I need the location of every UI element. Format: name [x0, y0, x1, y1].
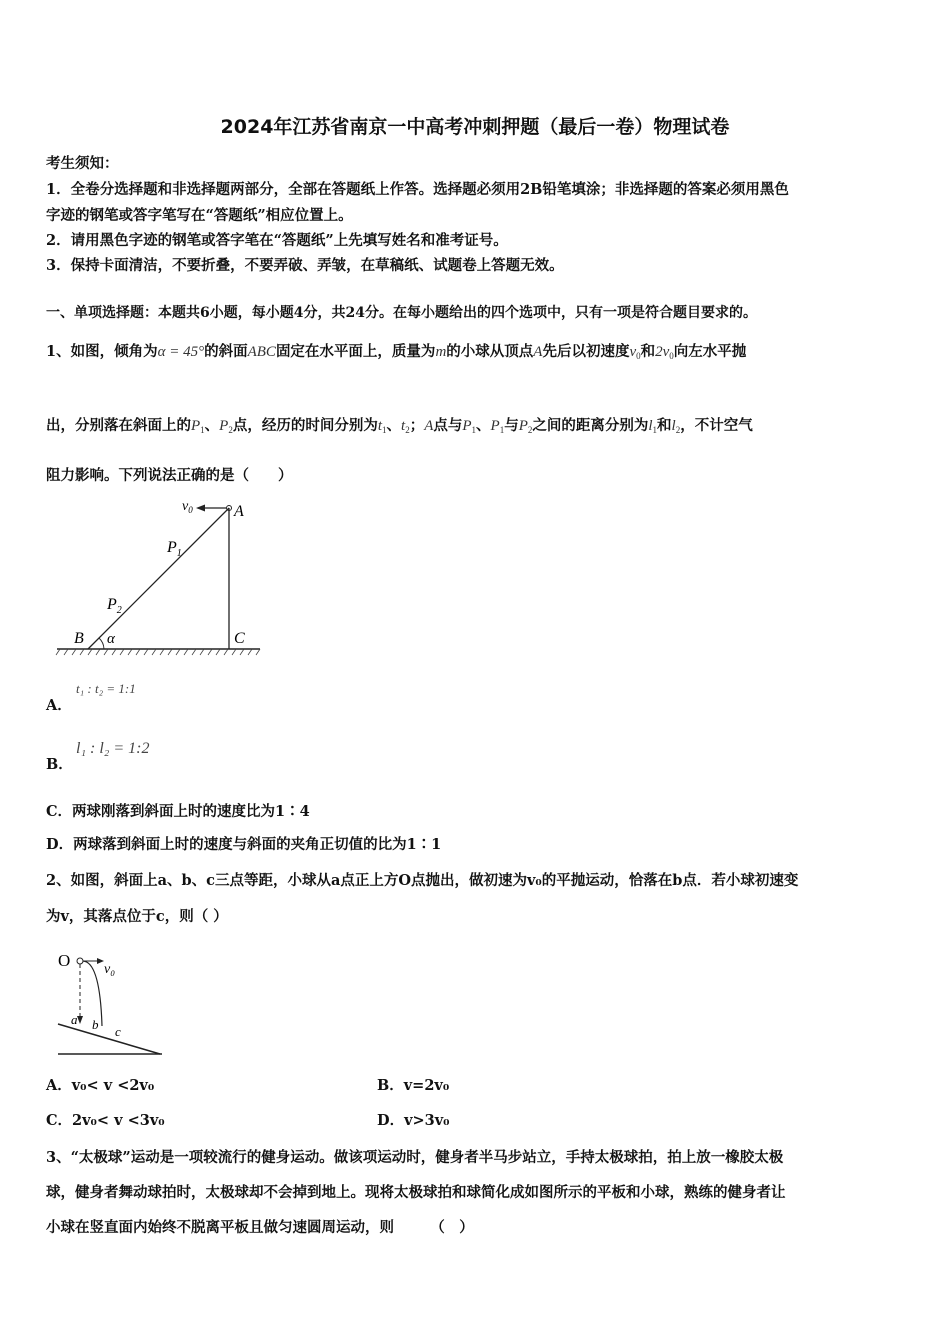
page-title: 2024年江苏省南京一中高考冲刺押题（最后一卷）物理试卷	[220, 116, 730, 138]
fig2-label-O: O	[58, 951, 71, 970]
q1-option-a-label: A．	[46, 697, 72, 714]
section-heading: 一、单项选择题：本题共6小题，每小题4分，共24分。在每小题给出的四个选项中，只有一项是符合题目要求的。	[46, 305, 757, 321]
notice-item-1: 1．全卷分选择题和非选择题两部分，全部在答题纸上作答。选择题必须用2B铅笔填涂；非选择题的答案必须用黑色	[46, 181, 789, 198]
q3-stem-line-1: 3、“太极球”运动是一项较流行的健身运动。做该项运动时，健身者半马步站立，手持太极球拍，拍上放一橡胶太极	[46, 1149, 784, 1166]
notice-heading: 考生须知：	[46, 155, 119, 172]
slope-line	[58, 1024, 160, 1054]
ball-O	[77, 958, 83, 964]
fig-label-A: A	[234, 503, 244, 520]
q1-option-d: D．两球落到斜面上时的速度与斜面的夹角正切值的比为1∶1	[46, 836, 442, 853]
q3-stem-line-3: 小球在竖直面内始终不脱离平板且做匀速圆周运动，则 （ ）	[46, 1219, 474, 1236]
fig2-label-b: b	[92, 1017, 99, 1032]
fig-label-P1: $P_1$	[167, 539, 182, 559]
arrow-head-icon	[196, 505, 205, 512]
q1-stem-line-1: 1、如图，倾角为α = 45°的斜面ABC固定在水平面上，质量为m的小球从顶点A先后以初速度$v_0$和$2v_0$向左水平抛	[46, 343, 747, 361]
fig-label-B: B	[74, 630, 84, 647]
angle-arc	[99, 638, 104, 649]
notice-item-3: 3．保持卡面清洁，不要折叠，不要弄破、弄皱，在草稿纸、试题卷上答题无效。	[46, 257, 564, 274]
q1-option-b-label: B．	[46, 756, 73, 773]
arrow-head-icon	[97, 958, 104, 964]
q2-option-c: C．2v₀< v <3v₀	[46, 1112, 165, 1129]
q2-stem-line-1: 2、如图，斜面上a、b、c三点等距，小球从a点正上方O点抛出，做初速为v₀的平抛运动，恰落在b点．若小球初速变	[46, 872, 799, 889]
fig-label-alpha: α	[107, 631, 115, 647]
q2-stem-line-2: 为v，其落点位于c，则（ ）	[46, 908, 228, 925]
q1-option-b-formula: l₁ : l₂ = 1:2	[76, 740, 150, 757]
q3-stem-line-2: 球，健身者舞动球拍时，太极球却不会掉到地上。现将太极球拍和球简化成如图所示的平板和小球，熟练的健身者让	[46, 1184, 786, 1201]
fig-label-v0: $v_0$	[182, 499, 193, 515]
alpha-expression: α = 45°	[157, 344, 205, 360]
q1-incline-figure	[52, 494, 267, 659]
fig2-label-c: c	[115, 1024, 121, 1039]
incline-line	[88, 508, 229, 649]
drop-arrow-icon	[77, 1016, 83, 1024]
fig-label-P2: $P_2$	[107, 596, 122, 616]
fig2-label-a: a	[71, 1012, 78, 1027]
q2-projectile-figure	[52, 946, 172, 1060]
q1-option-a-formula: t₁ : t₂ = 1:1	[76, 681, 136, 696]
fig2-label-v0: v₀	[104, 962, 116, 977]
ground-hatching	[56, 649, 260, 655]
q2-option-b: B．v=2v₀	[377, 1077, 450, 1094]
q1-stem-line-3: 阻力影响。下列说法正确的是（ ）	[46, 467, 293, 484]
q1-stem-line-2: 出，分别落在斜面上的$P_1$、$P_2$点，经历的时间分别为$t_1$、$t_2$；A点与$P_1$、$P_1$与$P_2$之间的距离分别为$l_1$和$l_2$，不计空气	[46, 417, 753, 435]
q1-option-c: C．两球刚落到斜面上时的速度比为1∶4	[46, 803, 310, 820]
q2-option-a: A．v₀< v <2v₀	[46, 1077, 155, 1094]
notice-item-2: 2．请用黑色字迹的钢笔或答字笔在“答题纸”上先填写姓名和准考证号。	[46, 232, 508, 249]
notice-item-1-cont: 字迹的钢笔或答字笔写在“答题纸”相应位置上。	[46, 207, 353, 224]
q2-option-d: D．v>3v₀	[377, 1112, 450, 1129]
fig-label-C: C	[234, 630, 245, 647]
